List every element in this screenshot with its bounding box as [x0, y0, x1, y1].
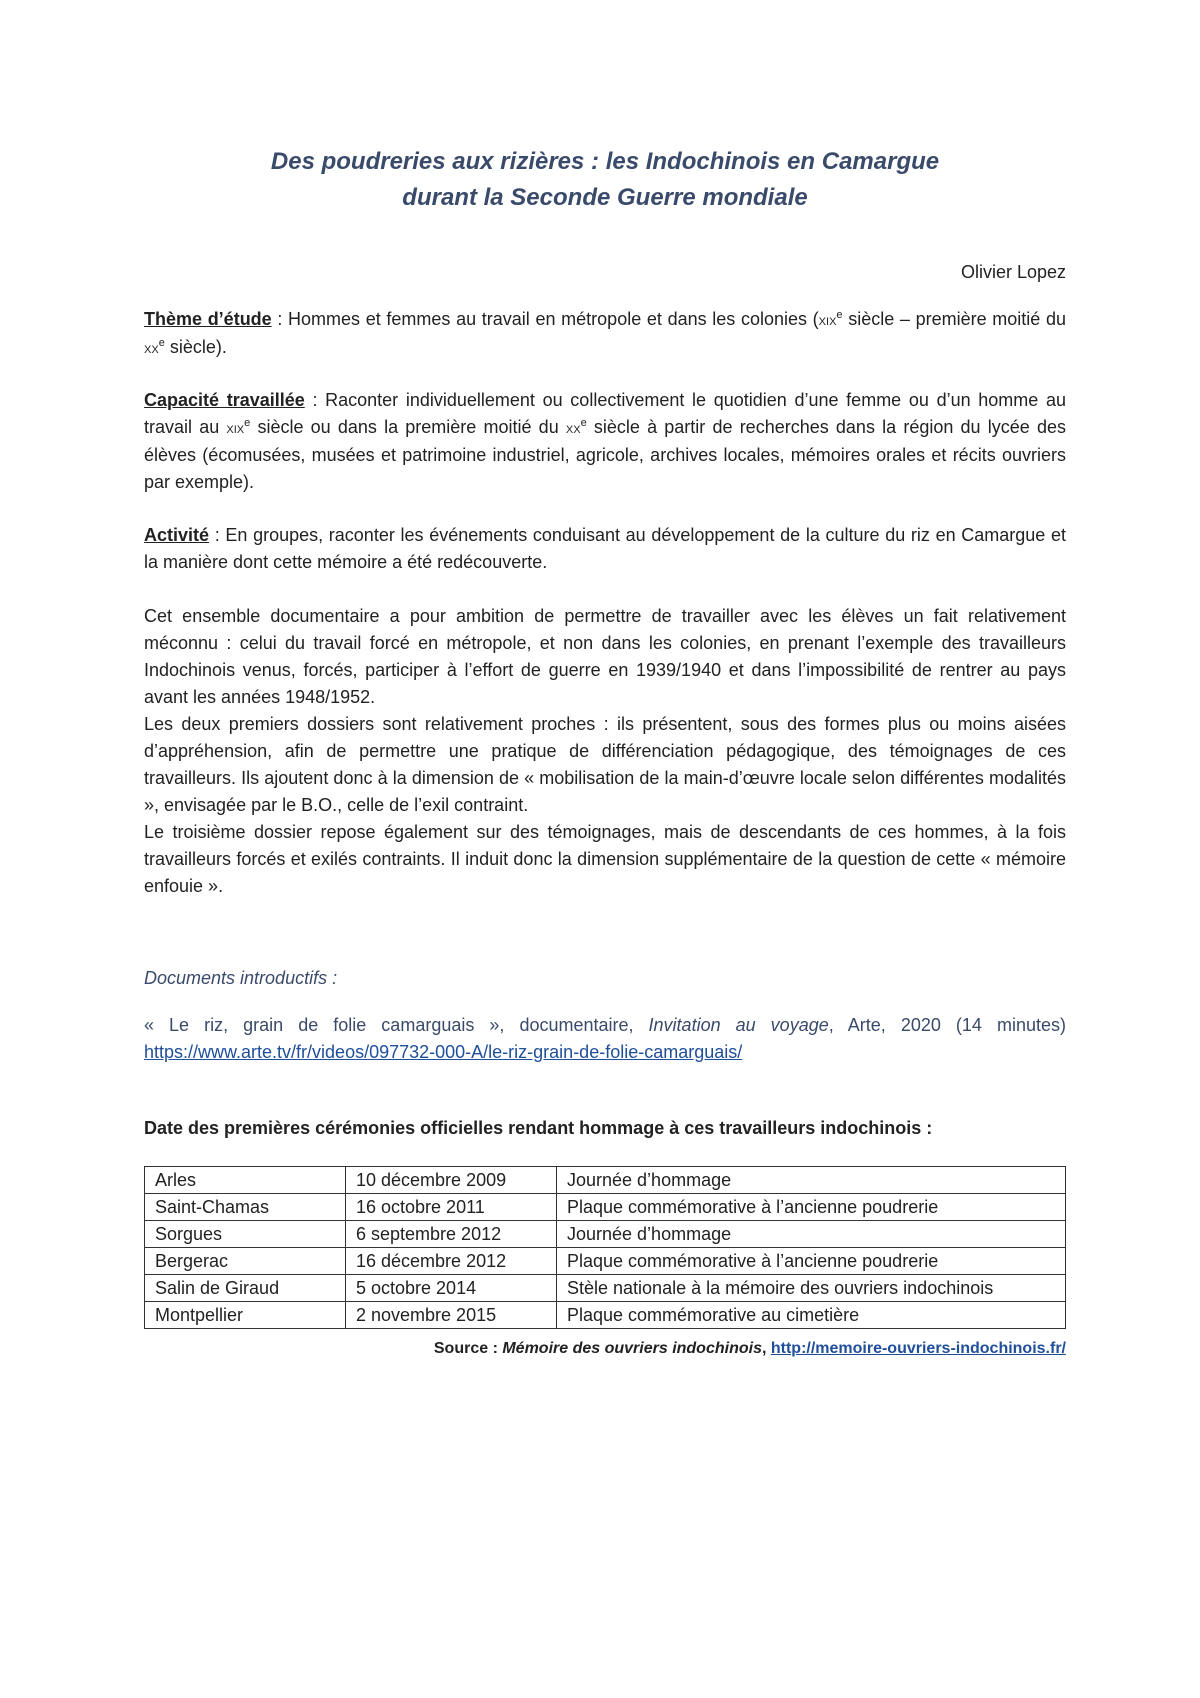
theme-label: Thème d’étude: [144, 309, 272, 329]
table-cell-event: Plaque commémorative au cimetière: [557, 1302, 1066, 1329]
table-cell-event: Journée d’hommage: [557, 1167, 1066, 1194]
table-cell-city: Salin de Giraud: [145, 1275, 346, 1302]
activite-paragraph: Activité : En groupes, raconter les événements conduisant au développement de la culture du riz en Camargue et la manière dont cette mémoire a été redécouverte.: [144, 525, 1066, 572]
table-cell-event: Journée d’hommage: [557, 1221, 1066, 1248]
capacite-label: Capacité travaillée: [144, 390, 305, 410]
table-cell-event: Plaque commémorative à l’ancienne poudrerie: [557, 1248, 1066, 1275]
table-row: [145, 1275, 1066, 1302]
table-cell-date: 10 décembre 2009: [346, 1167, 557, 1194]
intro-docs-heading: Documents introductifs :: [144, 968, 338, 988]
table-cell-date: 16 décembre 2012: [346, 1248, 557, 1275]
activite-label: Activité: [144, 525, 210, 545]
table-cell-city: Saint-Chamas: [145, 1194, 346, 1221]
body-paragraph-1: Cet ensemble documentaire a pour ambition de permettre de travailler avec les élèves un fait relativement méconnu : celui du travail forcé en métropole, et non dans les colonies, en prenant l’exemple des travailleurs Indochinois venus, forcés, participer à l’effort de guerre en 1939/1940 et dans l’impossibilité de rentrer au pays avant les années 1948/1952.: [144, 606, 1066, 707]
table-source: Source : Mémoire des ouvriers indochinois, http://memoire-ouvriers-indochinois.fr/: [433, 1340, 1066, 1357]
table-row: [145, 1167, 1066, 1194]
author-name: Olivier Lopez: [960, 262, 1066, 282]
table-cell-city: Sorgues: [145, 1221, 346, 1248]
table-cell-date: 16 octobre 2011: [346, 1194, 557, 1221]
body-text: [144, 603, 1066, 900]
title-line-2: durant la Seconde Guerre mondiale: [402, 184, 808, 211]
table-row: [145, 1221, 1066, 1248]
table-cell-event: Stèle nationale à la mémoire des ouvriers indochinois: [557, 1275, 1066, 1302]
document-title: [144, 144, 1066, 216]
ceremonies-table: [144, 1166, 1066, 1329]
intro-docs-reference: « Le riz, grain de folie camarguais », documentaire, Invitation au voyage, Arte, 2020 (14 minutes) https://www.arte.tv/fr/videos/097732-000-A/le-riz-grain-de-folie-camarguais/: [144, 1015, 1066, 1062]
table-row: [145, 1248, 1066, 1275]
title-line-1: Des poudreries aux rizières : les Indochinois en Camargue: [270, 148, 940, 175]
capacite-paragraph: Capacité travaillée : Raconter individuellement ou collectivement le quotidien d’une femme ou d’un homme au travail au xix$^e$ siècle ou dans la première moitié du $xx^e$ siècle à partir de recherches dans la région du lycée des élèves (écomusées, musées et patrimoine industriel, agricole, archives locales, mémoires orales et récits ouvriers par exemple).: [144, 390, 1067, 492]
table-row: [145, 1302, 1066, 1329]
table-cell-date: 6 septembre 2012: [346, 1221, 557, 1248]
body-paragraph-2: Les deux premiers dossiers sont relativement proches : ils présentent, sous des formes plus ou moins aisées d’appréhension, afin de permettre une pratique de différenciation pédagogique, des témoignages de ces travailleurs. Ils ajoutent donc à la dimension de « mobilisation de la main-d’œuvre locale selon différentes modalités », envisagée par le B.O., celle de l’exil contraint.: [144, 714, 1066, 815]
arte-video-link[interactable]: https://www.arte.tv/fr/videos/097732-000-A/le-riz-grain-de-folie-camarguais/: [144, 1042, 743, 1062]
table-cell-date: 2 novembre 2015: [346, 1302, 557, 1329]
table-cell-date: 5 octobre 2014: [346, 1275, 557, 1302]
theme-paragraph: Thème d’étude : Hommes et femmes au travail en métropole et dans les colonies (xix$^e$ siècle – première moitié du $xx^e$ siècle).: [144, 309, 1066, 357]
table-cell-city: Bergerac: [145, 1248, 346, 1275]
ceremonies-table-title: Date des premières cérémonies officielles rendant hommage à ces travailleurs indochinois :: [144, 1118, 933, 1138]
body-paragraph-3: Le troisième dossier repose également sur des témoignages, mais de descendants de ces hommes, à la fois travailleurs forcés et exilés contraints. Il induit donc la dimension supplémentaire de la question de cette « mémoire enfouie ».: [144, 822, 1066, 896]
table-cell-event: Plaque commémorative à l’ancienne poudrerie: [557, 1194, 1066, 1221]
memoire-ouvriers-link[interactable]: http://memoire-ouvriers-indochinois.fr/: [770, 1340, 1066, 1357]
table-cell-city: Montpellier: [145, 1302, 346, 1329]
table-cell-city: Arles: [145, 1167, 346, 1194]
table-row: [145, 1194, 1066, 1221]
